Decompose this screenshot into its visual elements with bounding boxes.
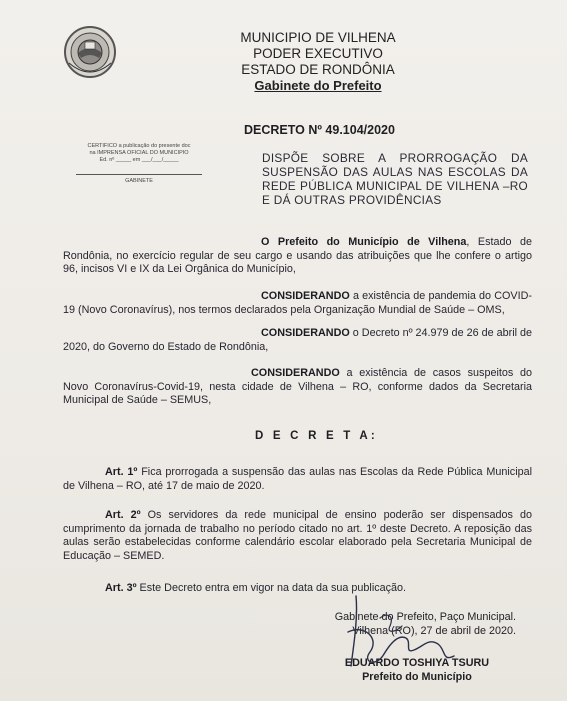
considering-text-3: a existência de casos suspeitos do Novo Coronavírus-Covid-19, nesta cidade de Vilhena – RO, conforme dados da Secretaria Municipal de Saúde – SEMUS, [63,367,532,407]
considering-paragraph-1 [63,290,532,317]
considering-text-2: o Decreto nº 24.979 de 26 de abril de 2020, do Governo do Estado de Rondônia, [63,327,532,353]
stamp-footer: GABINETE [125,178,153,184]
considering-keyword-3: CONSIDERANDO [251,367,340,379]
article-2-label: Art. 2º [105,509,141,521]
article-3-label: Art. 3º [105,582,137,594]
municipal-seal-icon [63,25,117,79]
signer-name: EDUARDO TOSHIYA TSURU [344,657,490,669]
signature-place: Gabinete do Prefeito, Paço Municipal. [334,611,516,623]
considering-paragraph-2 [63,327,532,354]
preamble-authority: O Prefeito do Município de Vilhena [261,236,467,248]
stamp-text-2: na IMPRENSA OFICIAL DO MUNICIPIO [89,150,189,156]
considering-keyword-2: CONSIDERANDO [261,327,350,339]
considering-paragraph-3 [63,367,532,408]
decreta-heading: D E C R E T A: [255,430,378,442]
decree-number: DECRETO Nº 49.104/2020 [244,123,395,137]
header-line-state: ESTADO DE RONDÔNIA [241,62,395,77]
signer-title: Prefeito do Município [362,671,472,683]
signature-place-date [300,611,516,638]
article-1-label: Art. 1º [105,466,138,478]
article-1 [63,466,532,493]
preamble-text: , Estado de Rondônia, no exercício regular de seu cargo e usando das atribuições que lhe confere o artigo 96, incisos VI e IX da Lei Orgânica do Município, [63,236,532,276]
article-1-text: Fica prorrogada a suspensão das aulas nas Escolas da Rede Pública Municipal de Vilhena – RO, até 17 de maio de 2020. [63,466,532,492]
stamp-text-3: Ed. nº _____ em ___/___/_____ [99,157,179,163]
header-line-cabinet: Gabinete do Prefeito [254,78,382,93]
article-2-text: Os servidores da rede municipal de ensino poderão ser dispensados do cumprimento da jornada de trabalho no período citado no art. 1º deste Decreto. A reposição das aulas serão estabelecidas conforme calendário escolar elaborado pela Secretaria Municipal de Educação – SEMED. [63,509,532,562]
considering-keyword-1: CONSIDERANDO [261,290,350,302]
header-line-executive: PODER EXECUTIVO [253,46,383,61]
decree-summary: DISPÕE SOBRE A PRORROGAÇÃO DA SUSPENSÃO DAS AULAS NAS ESCOLAS DA REDE PÚBLICA MUNICIPAL DE VILHENA –RO E DÁ OUTRAS PROVIDÊNCIAS [262,151,528,207]
article-2 [63,509,532,563]
document-header [200,30,436,94]
publication-stamp [68,143,210,185]
article-3 [63,582,532,596]
stamp-text-1: CERTIFICO a publicação do presente doc [87,143,191,149]
signer-block [322,656,512,684]
preamble-paragraph [63,236,532,277]
stamp-signature-line [76,168,202,175]
signature-date: Vilhena (RO), 27 de abril de 2020. [352,624,516,637]
considering-text-1: a existência de pandemia do COVID-19 (Novo Coronavírus), nos termos declarados pela Organização Mundial de Saúde – OMS, [63,290,532,316]
article-3-text: Este Decreto entra em vigor na data da sua publicação. [136,582,407,594]
header-line-municipality: MUNICIPIO DE VILHENA [240,30,396,45]
